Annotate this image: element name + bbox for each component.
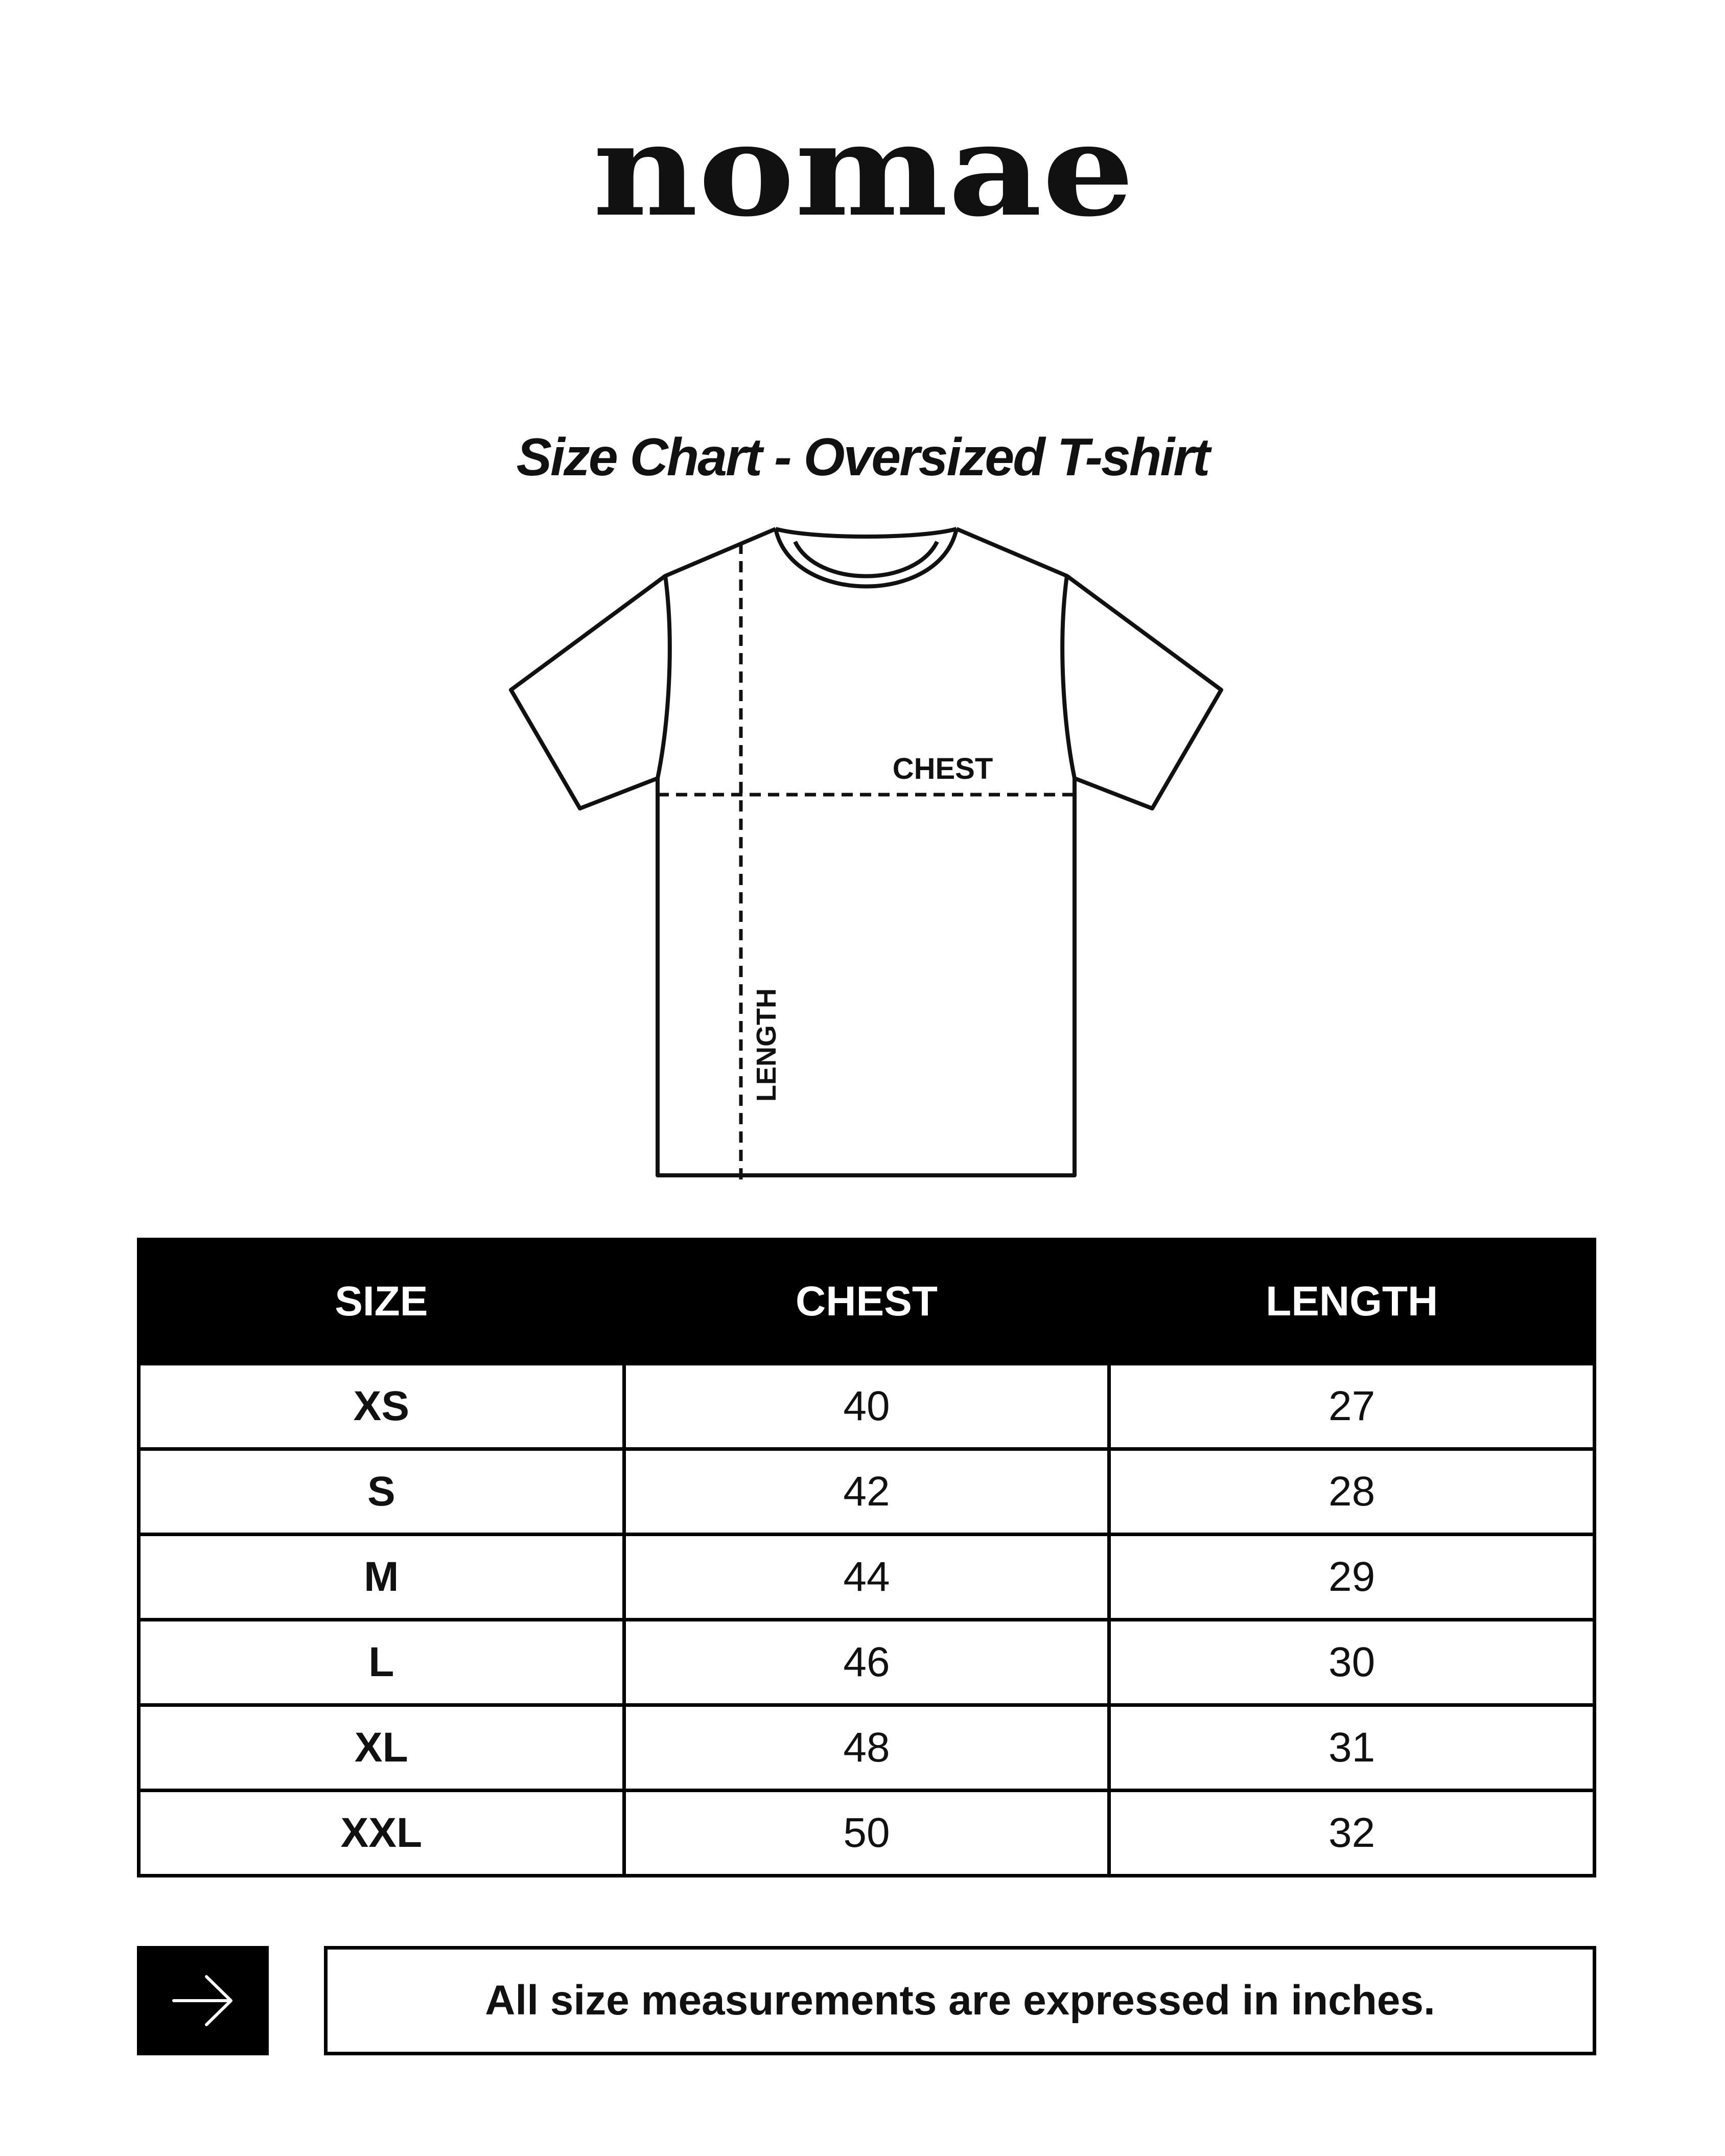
length-cell: 30 [1109,1620,1595,1705]
header-size: SIZE [139,1240,624,1364]
chest-cell: 50 [624,1791,1109,1876]
size-cell: XL [139,1705,624,1791]
size-cell: S [139,1449,624,1535]
table-row [139,1535,1595,1620]
arrow-right-icon [170,1973,236,2029]
length-cell: 31 [1109,1705,1595,1791]
chest-cell: 46 [624,1620,1109,1705]
chest-cell: 40 [624,1364,1109,1449]
table-row [139,1705,1595,1791]
chest-label: CHEST [892,752,993,785]
arrow-box [137,1946,269,2055]
tshirt-outline-icon [511,529,1221,1175]
size-table [137,1238,1596,1877]
measurement-note-text: All size measurements are expressed in inches. [485,1977,1435,2024]
length-cell: 28 [1109,1449,1595,1535]
size-cell: L [139,1620,624,1705]
size-cell: XXL [139,1791,624,1876]
measurement-lines [658,543,1075,1181]
nomae-logo-icon [588,125,1139,227]
size-cell: M [139,1535,624,1620]
chest-cell: 48 [624,1705,1109,1791]
measurement-note [324,1946,1596,2055]
length-label: LENGTH [751,988,782,1102]
header-chest: CHEST [624,1240,1109,1364]
table-row [139,1791,1595,1876]
tshirt-diagram [506,521,1224,1186]
brand-logo [588,125,1139,227]
table-row [139,1449,1595,1535]
length-cell: 27 [1109,1364,1595,1449]
page-title: Size Chart - Oversized T-shirt [516,428,1209,487]
length-cell: 29 [1109,1535,1595,1620]
header-length: LENGTH [1109,1240,1595,1364]
logo-wordmark: nomae [593,125,1134,227]
table-row [139,1364,1595,1449]
chest-cell: 44 [624,1535,1109,1620]
table-header-row [139,1240,1595,1364]
table-row [139,1620,1595,1705]
chest-cell: 42 [624,1449,1109,1535]
length-cell: 32 [1109,1791,1595,1876]
size-cell: XS [139,1364,624,1449]
